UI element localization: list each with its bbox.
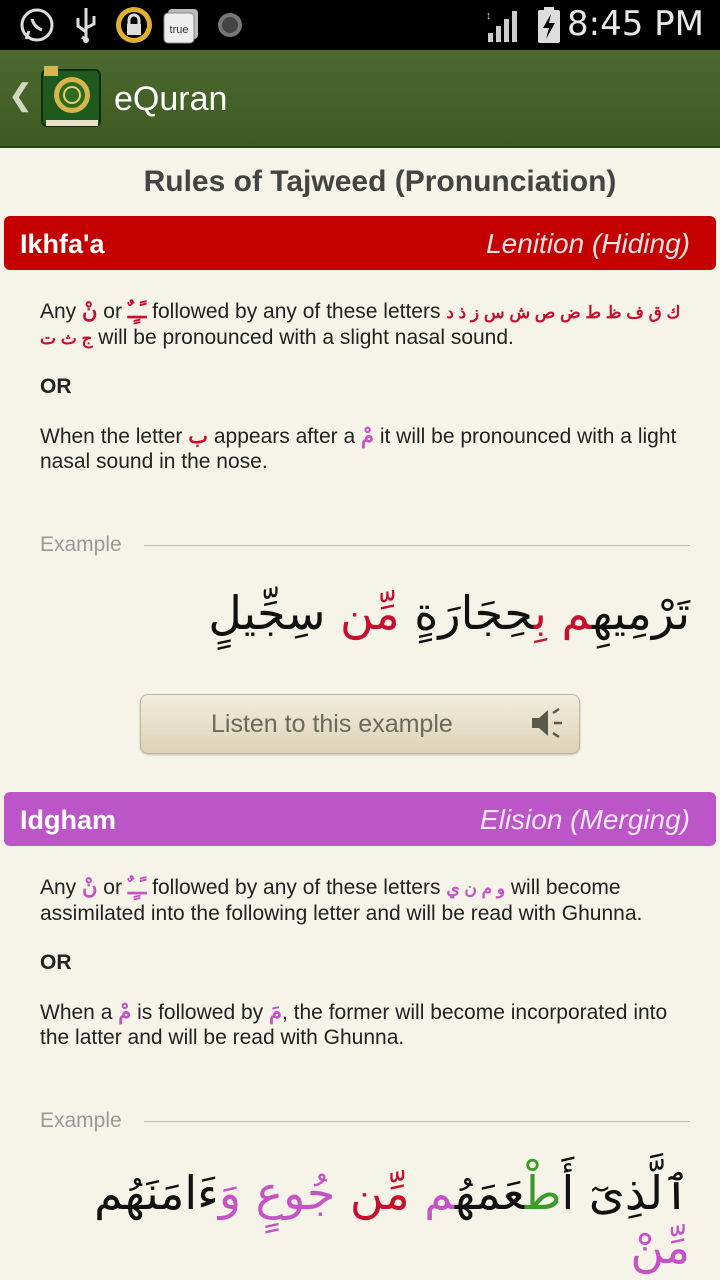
arabic-word: مِيهِ: [592, 586, 652, 640]
section-header-idgham: [4, 792, 716, 846]
battery-charging-icon: [536, 6, 562, 44]
rule-text: followed by any of these letters: [152, 300, 441, 323]
example-arabic-verse: [40, 586, 690, 640]
rule-paragraph-2: [40, 1000, 690, 1050]
arabic-word: جُوعٍ: [241, 1166, 336, 1220]
svg-text:↕: ↕: [486, 10, 492, 22]
rule-text: or: [103, 300, 122, 323]
rule-text: followed by any of these letters: [152, 876, 441, 899]
rule-paragraph-1: [40, 875, 690, 926]
app-title: eQuran: [114, 80, 228, 118]
whatsapp-icon: [18, 6, 56, 44]
listen-example-button[interactable]: [140, 694, 580, 754]
rule-text: will be pronounced with a slight nasal sound.: [98, 326, 514, 349]
page-title: Rules of Tajweed (Pronunciation): [143, 165, 617, 198]
arabic-letter: ـًـٍـٌ: [127, 300, 147, 323]
arabic-letter: مَ: [268, 1001, 282, 1024]
speaker-icon: [529, 705, 565, 741]
lock-icon: [114, 6, 154, 44]
arabic-letter: نْ: [82, 300, 98, 323]
arabic-word: ٱلَّذِىٓ: [574, 1166, 690, 1220]
quran-book-icon[interactable]: [38, 64, 104, 130]
arabic-word: م: [409, 1166, 455, 1220]
section-name: Ikhfa'a: [20, 229, 105, 259]
section-header-ikhfaa: [4, 216, 716, 270]
section-name: Idgham: [20, 805, 117, 835]
true-app-label: true: [169, 24, 189, 36]
arabic-word: سِجِّيلٍ: [208, 586, 326, 640]
arabic-letter: نْ: [82, 876, 98, 899]
example-label: Example: [40, 533, 122, 556]
arabic-word: أَ: [561, 1166, 575, 1220]
rule-text: When the letter: [40, 425, 183, 448]
rule-paragraph-2: [40, 424, 690, 474]
rule-text: Any: [40, 876, 77, 899]
arabic-letter: ب: [188, 425, 209, 448]
arabic-word: طْ: [524, 1166, 562, 1220]
rule-text: will become assimilated into the following letter and will be read with Ghunna.: [40, 876, 643, 925]
signal-icon: [486, 6, 524, 44]
example-divider: [144, 1121, 690, 1122]
true-app-icon: [162, 6, 202, 44]
arabic-word: مِّن: [335, 1166, 410, 1220]
arabic-word: عَمَهُ: [454, 1166, 525, 1220]
rule-text: it will be pronounced with a light nasal sound in the nose.: [40, 425, 677, 473]
arabic-word: مِّنْ: [630, 1220, 690, 1274]
status-bar: [0, 0, 720, 50]
status-time: 8:45 PM: [567, 4, 704, 44]
example-divider: [144, 545, 690, 546]
rule-text: When a: [40, 1001, 113, 1024]
arabic-word: تَرْ: [651, 586, 690, 640]
rule-text: , the former will become incorporated into the latter and will be read with Ghunna.: [40, 1001, 668, 1049]
arabic-letter: مْ: [118, 1001, 132, 1024]
or-label: OR: [40, 951, 72, 974]
back-chevron-icon[interactable]: ❮: [8, 79, 34, 112]
arabic-word: حِجَارَةٍ: [399, 586, 535, 640]
arabic-word: مِّن: [325, 586, 400, 640]
rule-text: or: [103, 876, 122, 899]
arabic-word: ءَامَنَهُم: [94, 1166, 219, 1220]
arabic-letter: مْ: [360, 425, 374, 448]
rule-text: appears after a: [213, 425, 356, 448]
arabic-word: وَ: [218, 1166, 242, 1220]
or-label: OR: [40, 375, 72, 398]
example-label: Example: [40, 1109, 122, 1132]
arabic-word: م: [546, 586, 593, 640]
rule-text: is followed by: [137, 1001, 264, 1024]
section-subtitle: Lenition (Hiding): [486, 228, 690, 259]
listen-button-label: Listen to this example: [211, 710, 453, 738]
arabic-letter: ـًـٍـٌ: [127, 876, 147, 899]
arabic-letters: و م ن ي: [446, 879, 506, 898]
arabic-letters: ك ق ف ظ ط ض ص ش س ز ذ د ج ث ت: [40, 303, 681, 348]
section-subtitle: Elision (Merging): [479, 804, 690, 835]
arabic-word: بِ: [534, 586, 547, 640]
record-icon: [214, 6, 246, 44]
usb-icon: [72, 6, 100, 44]
action-bar: [0, 50, 720, 148]
rule-paragraph-1: [40, 299, 690, 351]
example-arabic-verse: [40, 1166, 690, 1274]
rule-text: Any: [40, 300, 77, 323]
